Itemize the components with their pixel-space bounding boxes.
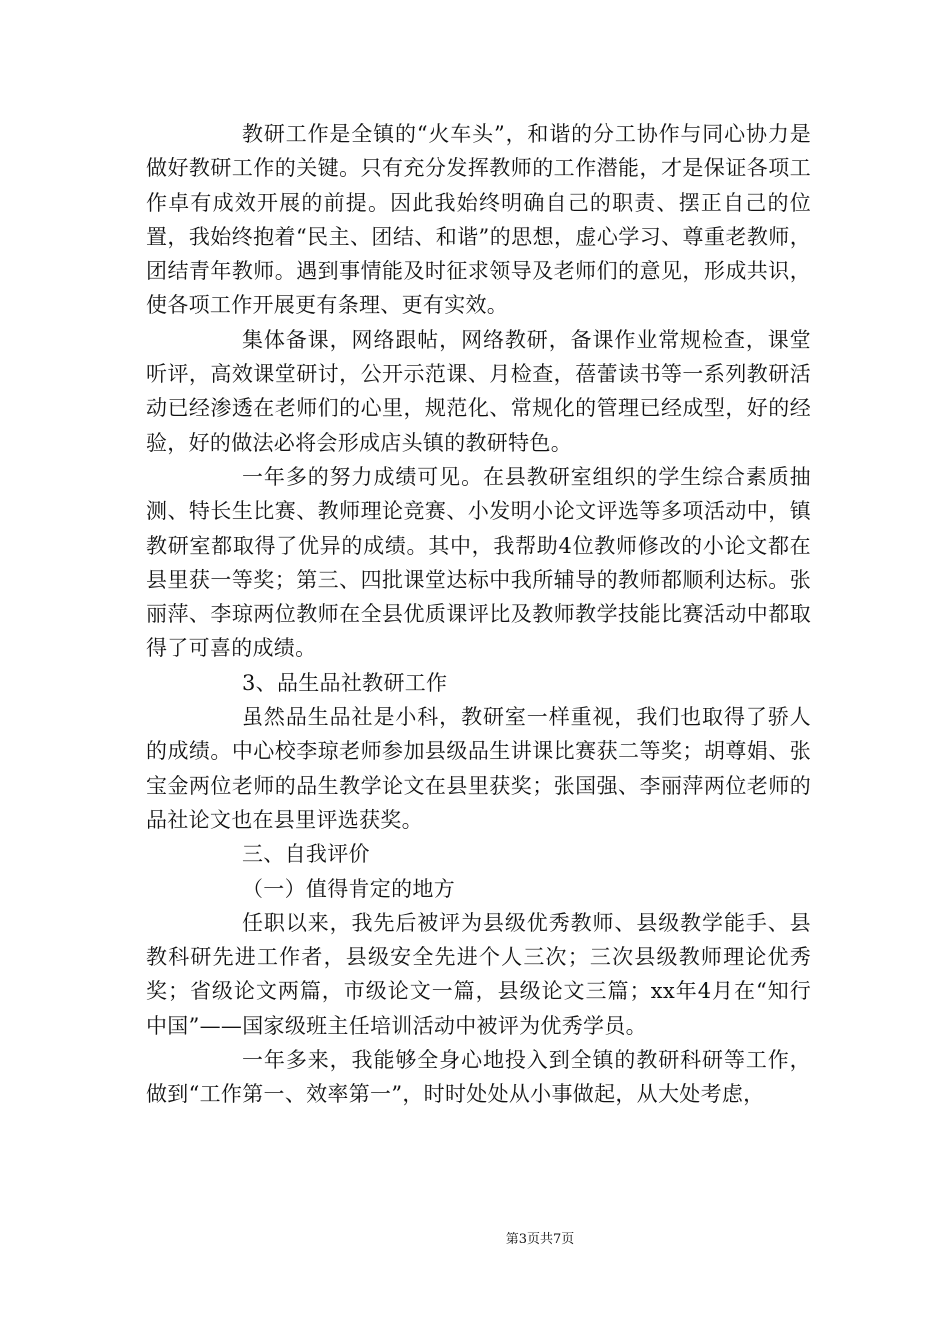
paragraph-dedication: 一年多来，我能够全身心地投入到全镇的教研科研等工作，做到“工作第一、效率第一”，时时处处从小事做起，从大处考虑， bbox=[146, 1048, 811, 1107]
page-number-footer: 第3页共7页 bbox=[505, 1232, 575, 1247]
heading-self-evaluation: 三、自我评价 bbox=[242, 842, 370, 867]
heading-positive-points: （一）值得肯定的地方 bbox=[242, 876, 455, 901]
paragraph-honors: 任职以来，我先后被评为县级优秀教师、县级教学能手、县教科研先进工作者，县级安全先进个人三次；三次县级教师理论优秀奖；省级论文两篇，市级论文一篇，县级论文三篇；xx年4月在“知行中国”——国家级班主任培训活动中被评为优秀学员。 bbox=[146, 910, 811, 1038]
paragraph-achievements: 一年多的努力成绩可见。在县教研室组织的学生综合素质抽测、特长生比赛、教师理论竞赛、小发明小论文评选等多项活动中，镇教研室都取得了优异的成绩。其中，我帮助4位教师修改的小论文都在县里获一等奖；第三、四批课堂达标中我所辅导的教师都顺利达标。张丽萍、李琼两位教师在全县优质课评比及教师教学技能比赛活动中都取得了可喜的成绩。 bbox=[146, 464, 811, 661]
document-body bbox=[146, 117, 811, 1112]
heading-pinsheng-pinshe: 3、品生品社教研工作 bbox=[242, 670, 448, 695]
paragraph-pinsheng-results: 虽然品生品社是小科，教研室一样重视，我们也取得了骄人的成绩。中心校李琼老师参加县级品生讲课比赛获二等奖；胡尊娟、张宝金两位老师的品生教学论文在县里获奖；张国强、李丽萍两位老师的品社论文也在县里评选获奖。 bbox=[146, 705, 811, 832]
paragraph-teamwork: 教研工作是全镇的“火车头”，和谐的分工协作与同心协力是做好教研工作的关键。只有充分发挥教师的工作潜能，才是保证各项工作卓有成效开展的前提。因此我始终明确自己的职责、摆正自己的位置，我始终抱着“民主、团结、和谐”的思想，虚心学习、尊重老教师，团结青年教师。遇到事情能及时征求领导及老师们的意见，形成共识，使各项工作开展更有条理、更有实效。 bbox=[146, 122, 811, 318]
paragraph-activities: 集体备课，网络跟帖，网络教研，备课作业常规检查，课堂听评，高效课堂研讨，公开示范课、月检查，蓓蕾读书等一系列教研活动已经渗透在老师们的心里，规范化、常规化的管理已经成型，好的经验，好的做法必将会形成店头镇的教研特色。 bbox=[146, 327, 811, 455]
